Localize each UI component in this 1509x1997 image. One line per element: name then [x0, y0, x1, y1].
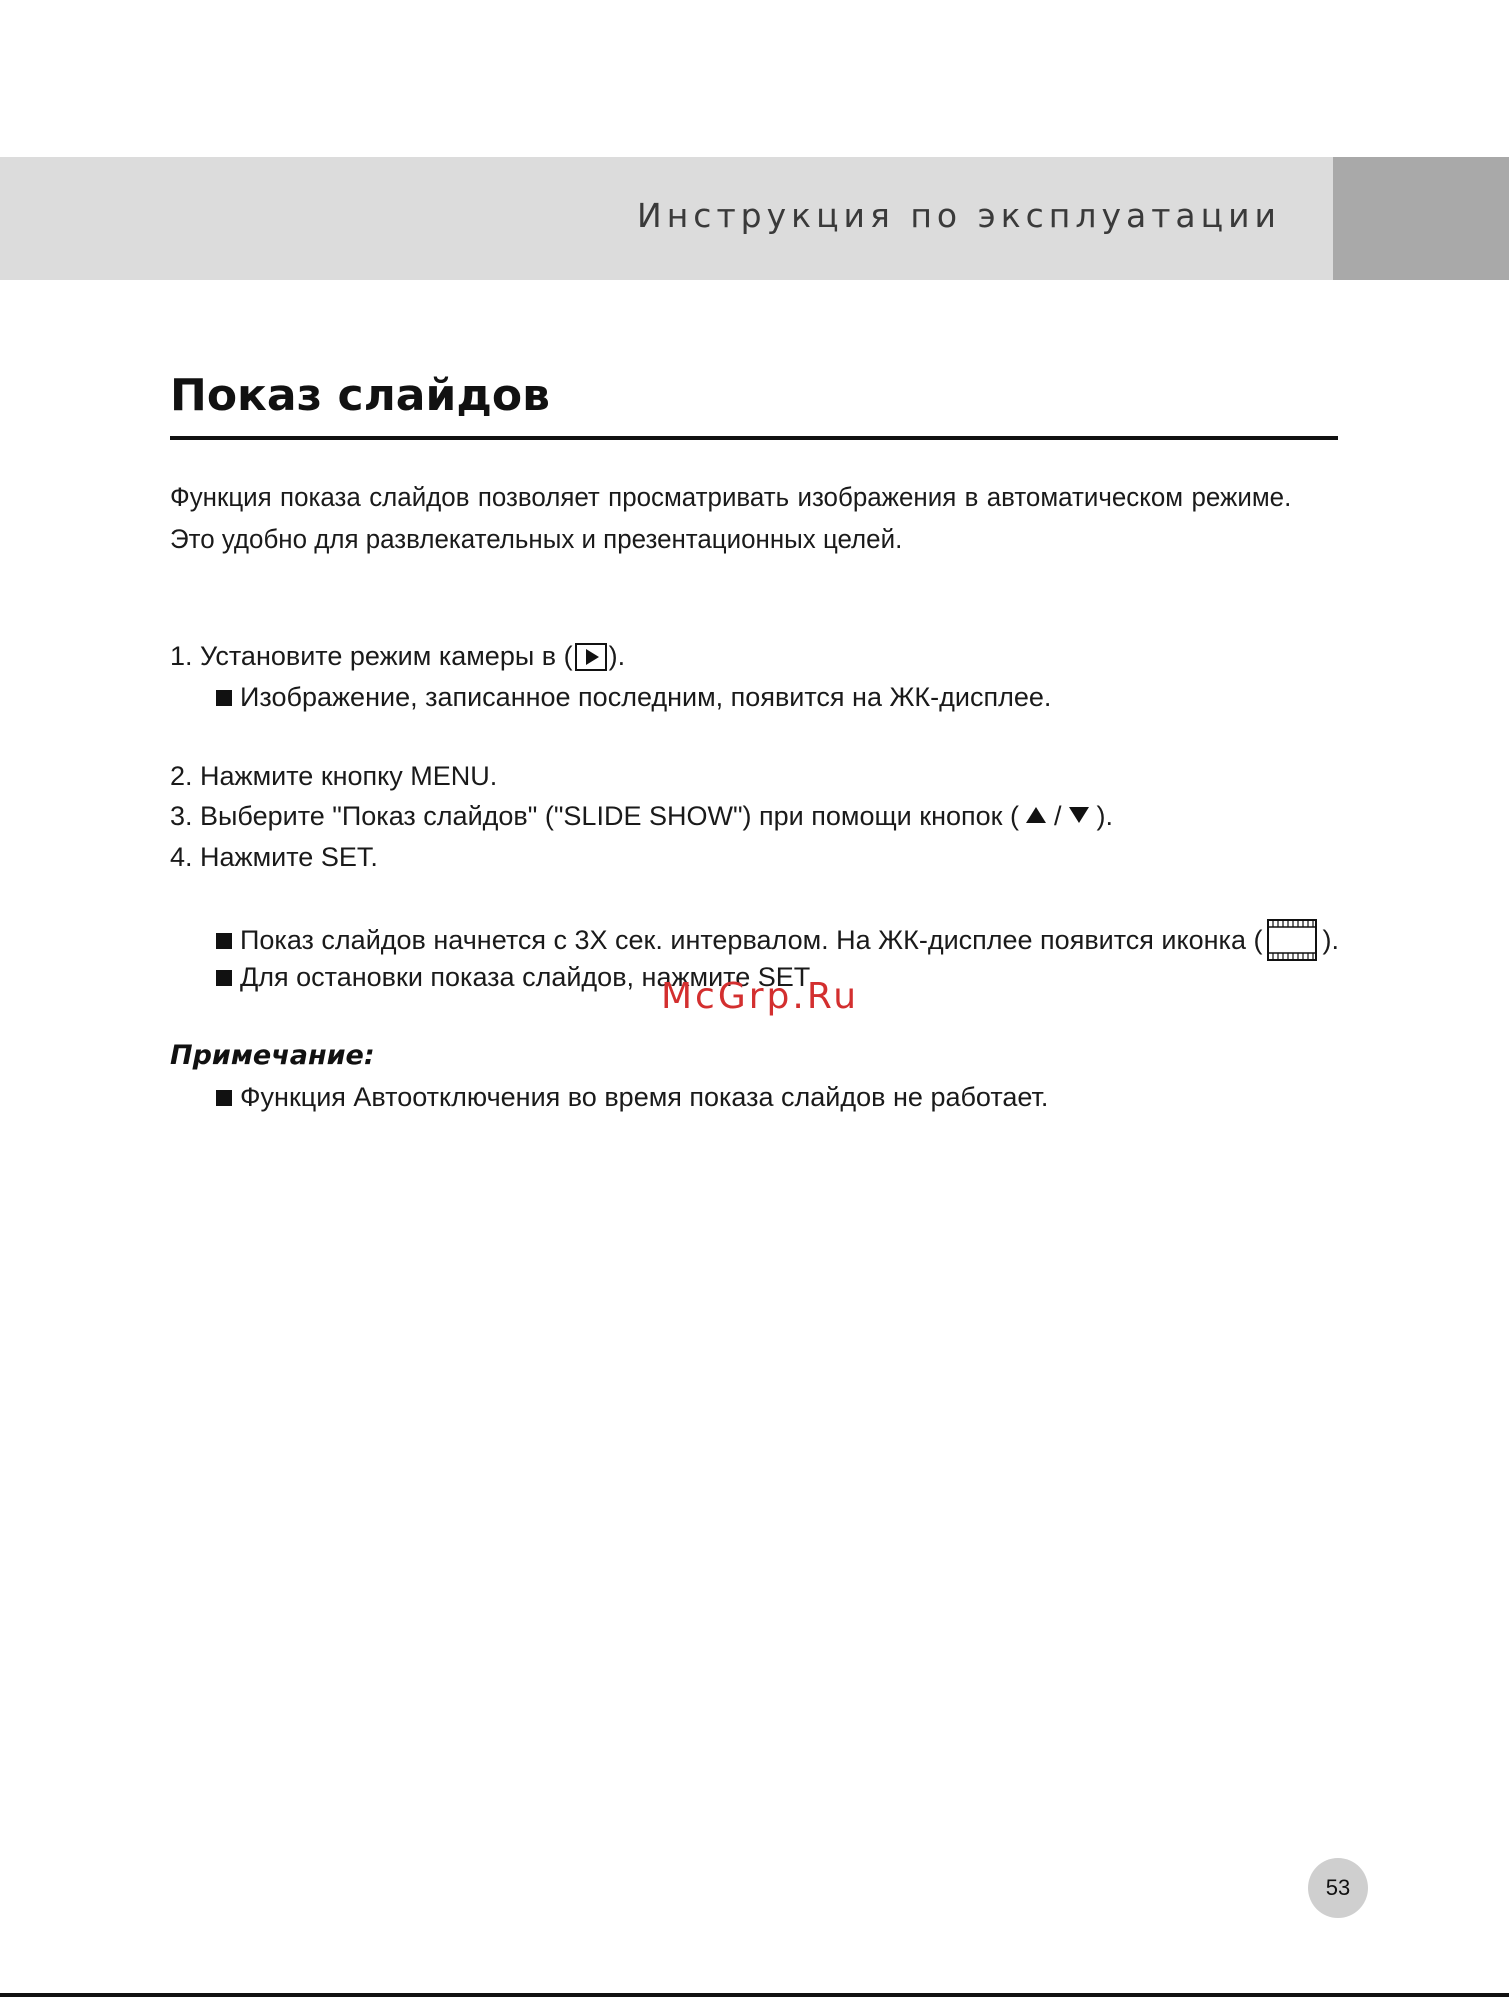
step-3-suffix: ).: [1096, 801, 1114, 831]
step-1-suffix: ).: [608, 641, 626, 671]
note-text: Функция Автоотключения во время показа слайдов не работает.: [240, 1082, 1049, 1112]
step-1-text: 1. Установите режим камеры в (: [170, 641, 573, 671]
square-bullet-icon: [216, 690, 232, 706]
page-number: 53: [1308, 1858, 1368, 1918]
square-bullet-icon: [216, 1090, 232, 1106]
step-1: [170, 639, 625, 673]
square-bullet-icon: [216, 933, 232, 949]
intro-paragraph: Функция показа слайдов позволяет просматривать изображения в автоматическом режиме. Это удобно для развлекательных и презентационных целей.: [170, 482, 1292, 554]
bullet-1-text: Показ слайдов начнется с 3Х сек. интервалом. На ЖК-дисплее появится иконка (: [240, 925, 1263, 955]
square-bullet-icon: [216, 970, 232, 986]
step-1-note: [216, 680, 1051, 714]
step-3-text: 3. Выберите "Показ слайдов" ("SLIDE SHOW") при помощи кнопок (: [170, 801, 1019, 831]
note-heading: Примечание:: [170, 1040, 375, 1071]
note-bullet: [216, 1080, 1048, 1114]
bullet-2-text: Для остановки показа слайдов, нажмите SET: [240, 962, 811, 992]
watermark: McGrp.Ru: [661, 976, 860, 1017]
play-mode-icon: [575, 643, 607, 671]
step-2: 2. Нажмите кнопку MENU.: [170, 761, 498, 791]
manual-title: Инструкция по эксплуатации: [637, 196, 1281, 235]
page-title: Показ слайдов: [170, 370, 550, 421]
film-strip-icon: [1266, 919, 1318, 961]
step-1-note-text: Изображение, записанное последним, появится на ЖК-дисплее.: [240, 682, 1052, 712]
bullet-1-suffix: ).: [1322, 925, 1339, 955]
arrow-up-icon: [1026, 807, 1046, 823]
arrow-down-icon: [1069, 807, 1089, 823]
bullet-1: [216, 919, 1339, 961]
step-4: 4. Нажмите SET.: [170, 842, 378, 872]
title-divider: [170, 436, 1338, 440]
bottom-divider: [0, 1993, 1509, 1997]
step-3-separator: /: [1053, 801, 1062, 831]
header-tab: [1333, 157, 1509, 280]
step-3: [170, 799, 1113, 833]
